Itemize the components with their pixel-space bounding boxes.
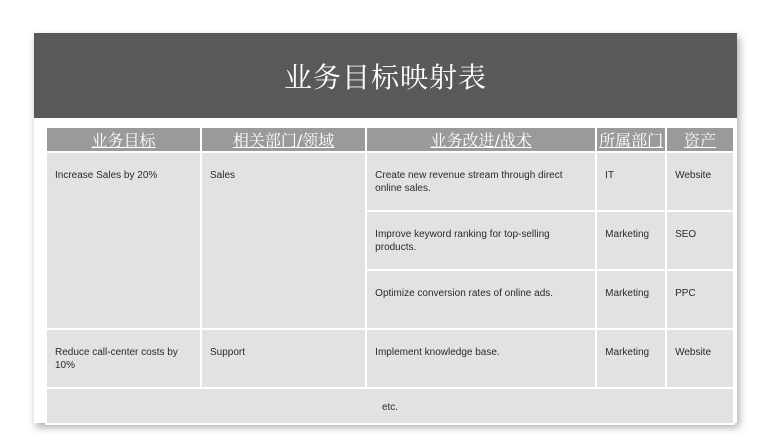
tactic-cell: Optimize conversion rates of online ads. <box>366 270 596 329</box>
header-improvement-tactic: 业务改进/战术 <box>366 128 596 152</box>
asset-cell: SEO <box>666 211 734 270</box>
tactic-cell: Improve keyword ranking for top-selling products. <box>366 211 596 270</box>
goal-cell: Increase Sales by 20% <box>46 152 201 329</box>
header-business-goal: 业务目标 <box>46 128 201 152</box>
table-footer-row <box>46 388 734 424</box>
goal-mapping-table <box>45 128 735 425</box>
header-related-area: 相关部门/领域 <box>201 128 366 152</box>
tactic-cell: Implement knowledge base. <box>366 329 596 388</box>
table-row <box>46 152 734 211</box>
area-cell: Sales <box>201 152 366 329</box>
table-row <box>46 329 734 388</box>
table-header-row <box>46 128 734 152</box>
header-owning-department: 所属部门 <box>596 128 666 152</box>
tactic-cell: Create new revenue stream through direct online sales. <box>366 152 596 211</box>
area-cell: Support <box>201 329 366 388</box>
slide <box>34 33 737 423</box>
asset-cell: PPC <box>666 270 734 329</box>
header-asset: 资产 <box>666 128 734 152</box>
footer-cell: etc. <box>46 388 734 424</box>
asset-cell: Website <box>666 329 734 388</box>
asset-cell: Website <box>666 152 734 211</box>
dept-cell: IT <box>596 152 666 211</box>
page-title: 业务目标映射表 <box>283 60 487 94</box>
title-bar <box>34 33 737 118</box>
dept-cell: Marketing <box>596 270 666 329</box>
goal-cell: Reduce call-center costs by 10% <box>46 329 201 388</box>
dept-cell: Marketing <box>596 211 666 270</box>
dept-cell: Marketing <box>596 329 666 388</box>
